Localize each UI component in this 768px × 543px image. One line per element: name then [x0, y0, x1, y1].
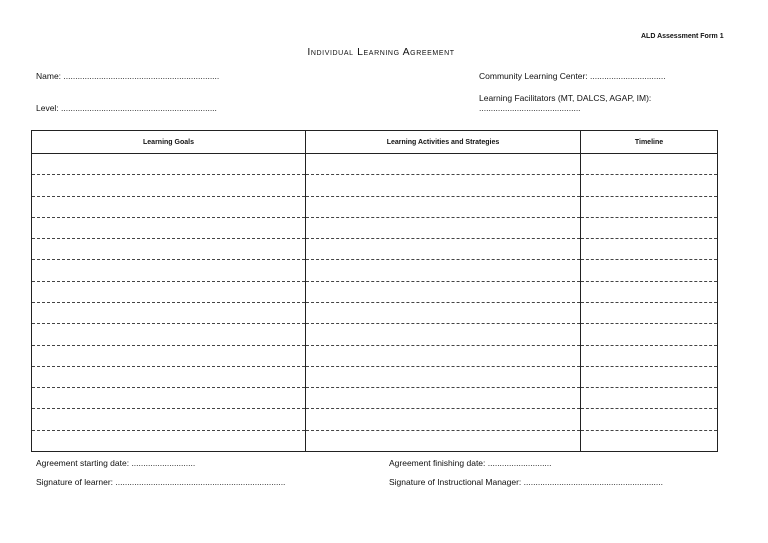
timeline-cell[interactable] [581, 324, 718, 345]
goal-cell[interactable] [32, 217, 306, 238]
activity-cell[interactable] [306, 196, 581, 217]
name-field: Name: .................................................................. [36, 71, 220, 81]
goal-cell[interactable] [32, 260, 306, 281]
timeline-cell[interactable] [581, 217, 718, 238]
activity-cell[interactable] [306, 345, 581, 366]
column-header-learning-goals: Learning Goals [32, 131, 306, 154]
timeline-cell[interactable] [581, 260, 718, 281]
activity-cell[interactable] [306, 154, 581, 175]
goal-cell[interactable] [32, 366, 306, 387]
table-header-row [32, 131, 718, 154]
column-header-timeline: Timeline [581, 131, 718, 154]
goal-cell[interactable] [32, 430, 306, 451]
activity-cell[interactable] [306, 302, 581, 323]
table-row [32, 260, 718, 281]
table-row [32, 366, 718, 387]
goal-cell[interactable] [32, 239, 306, 260]
timeline-cell[interactable] [581, 239, 718, 260]
timeline-cell[interactable] [581, 154, 718, 175]
learning-facilitators-line: ........................................... [479, 103, 581, 113]
activity-cell[interactable] [306, 324, 581, 345]
table-row [32, 217, 718, 238]
learner-signature-field: Signature of learner: ........................................................................ [36, 477, 286, 487]
timeline-cell[interactable] [581, 388, 718, 409]
table-row [32, 281, 718, 302]
community-learning-center-field: Community Learning Center: ................................ [479, 71, 666, 81]
table-row [32, 196, 718, 217]
activity-cell[interactable] [306, 281, 581, 302]
activity-cell[interactable] [306, 217, 581, 238]
timeline-cell[interactable] [581, 281, 718, 302]
activity-cell[interactable] [306, 388, 581, 409]
activity-cell[interactable] [306, 366, 581, 387]
agreement-start-date-field: Agreement starting date: ........................... [36, 458, 196, 468]
goal-cell[interactable] [32, 175, 306, 196]
activity-cell[interactable] [306, 239, 581, 260]
timeline-cell[interactable] [581, 302, 718, 323]
table-row [32, 345, 718, 366]
table-row [32, 388, 718, 409]
table-row [32, 409, 718, 430]
goal-cell[interactable] [32, 345, 306, 366]
goal-cell[interactable] [32, 302, 306, 323]
manager-signature-field: Signature of Instructional Manager: ........................................................... [389, 477, 663, 487]
agreement-finish-date-field: Agreement finishing date: ........................... [389, 458, 552, 468]
learning-agreement-table [31, 130, 718, 452]
table-row [32, 175, 718, 196]
activity-cell[interactable] [306, 409, 581, 430]
timeline-cell[interactable] [581, 409, 718, 430]
goal-cell[interactable] [32, 324, 306, 345]
timeline-cell[interactable] [581, 430, 718, 451]
level-field: Level: .................................................................. [36, 103, 217, 113]
form-code: ALD Assessment Form 1 [641, 33, 724, 40]
timeline-cell[interactable] [581, 345, 718, 366]
table-row [32, 302, 718, 323]
activity-cell[interactable] [306, 260, 581, 281]
goal-cell[interactable] [32, 281, 306, 302]
table-row [32, 154, 718, 175]
table-row [32, 430, 718, 451]
goal-cell[interactable] [32, 154, 306, 175]
activity-cell[interactable] [306, 175, 581, 196]
goal-cell[interactable] [32, 196, 306, 217]
activity-cell[interactable] [306, 430, 581, 451]
table-row [32, 239, 718, 260]
table-row [32, 324, 718, 345]
goal-cell[interactable] [32, 409, 306, 430]
learning-facilitators-label: Learning Facilitators (MT, DALCS, AGAP, IM): [479, 93, 652, 103]
page-title: Individual Learning Agreement [307, 46, 455, 58]
timeline-cell[interactable] [581, 196, 718, 217]
goal-cell[interactable] [32, 388, 306, 409]
column-header-activities-strategies: Learning Activities and Strategies [306, 131, 581, 154]
timeline-cell[interactable] [581, 366, 718, 387]
timeline-cell[interactable] [581, 175, 718, 196]
